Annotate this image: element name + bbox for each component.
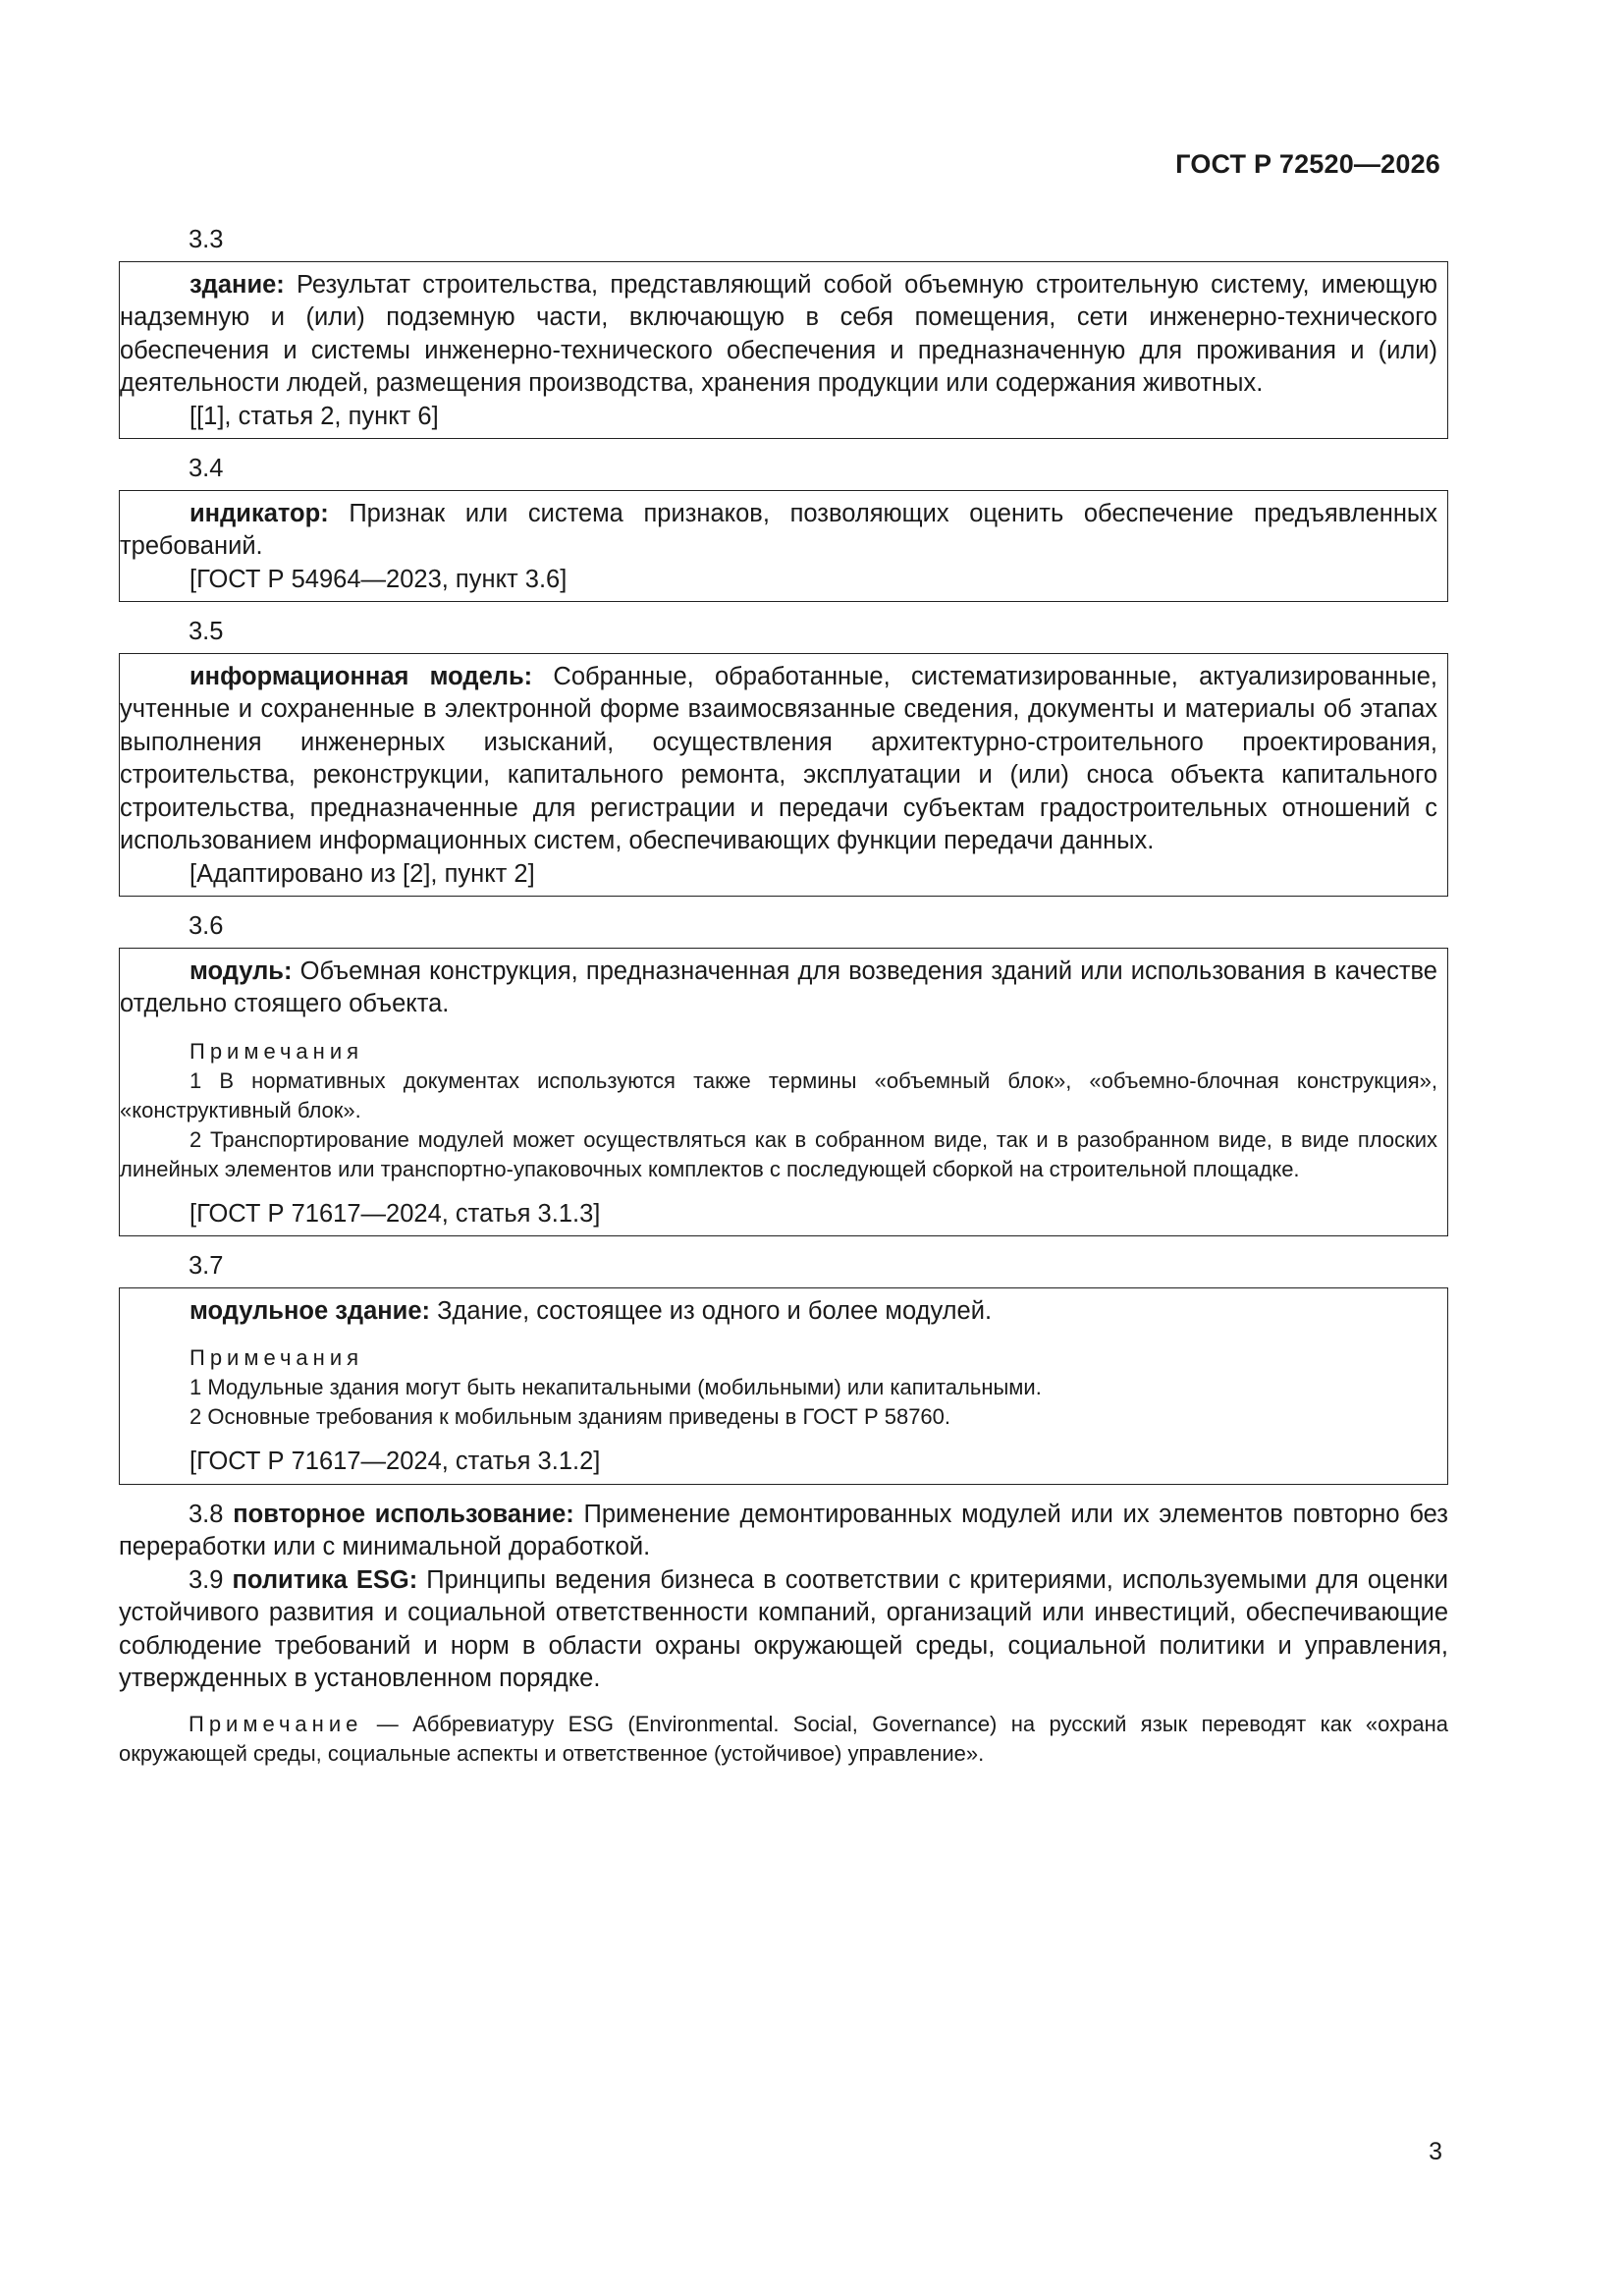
- note-label: Примечание: [189, 1711, 363, 1736]
- definition-text: Принципы ведения бизнеса в соответствии с критериями, используемыми для оценки устойчивого развития и социальной ответственности компаний, организаций или инвестиций, обеспечивающие соблюдение требований и норм в области охраны окружающей среды, социальной политики и управления, утвержденных в установленном порядке.: [119, 1565, 1448, 1692]
- term-definition: [120, 498, 1437, 564]
- term-box-modular-building: [119, 1287, 1448, 1485]
- term-number: 3.9: [189, 1565, 224, 1594]
- term-definition: [120, 661, 1437, 858]
- document-code: ГОСТ Р 72520—2026: [1175, 149, 1440, 179]
- term-number: 3.4: [189, 455, 224, 482]
- term-number: 3.3: [189, 226, 224, 253]
- term-box-information-model: [119, 653, 1448, 898]
- term-definition: [120, 269, 1437, 401]
- notes-title: Примечания: [189, 1345, 364, 1370]
- note-item: 2 Транспортирование модулей может осуществляться как в собранном виде, так и в разобранном виде, в виде плоских линейных элементов или транспортно-упаковочных комплектов с последующей сборкой на строительной площадке.: [120, 1126, 1437, 1181]
- term-box-building: [119, 261, 1448, 440]
- page-content: [119, 224, 1448, 1790]
- term-definition: [120, 956, 1437, 1021]
- esg-note: [119, 1710, 1448, 1769]
- note-text: — Аббревиатуру ESG (Environmental. Social, Governance) на русский язык переводят как «охрана окружающей среды, социальные аспекты и ответственное (устойчивое) управление».: [119, 1711, 1448, 1766]
- term-source: [ГОСТ Р 71617—2024, статья 3.1.2]: [189, 1448, 601, 1475]
- term-box-indicator: [119, 490, 1448, 603]
- term-box-module: [119, 948, 1448, 1237]
- note-item: 2 Основные требования к мобильным зданиям приведены в ГОСТ Р 58760.: [189, 1404, 951, 1429]
- term-definition: [120, 1295, 1437, 1329]
- term-name: повторное использование:: [233, 1500, 574, 1528]
- term-name: модуль:: [189, 957, 293, 985]
- term-name: индикатор:: [189, 499, 329, 527]
- term-number: 3.5: [189, 618, 224, 645]
- page-number: 3: [1429, 2138, 1442, 2165]
- term-source: [Адаптировано из [2], пункт 2]: [189, 859, 535, 888]
- term-number: 3.7: [189, 1252, 224, 1280]
- term-source: [ГОСТ Р 54964—2023, пункт 3.6]: [189, 565, 568, 593]
- definition-text: Здание, состоящее из одного и более модулей.: [430, 1296, 993, 1325]
- term-reuse: [119, 1499, 1448, 1564]
- term-source: [[1], статья 2, пункт 6]: [189, 402, 439, 430]
- notes-title: Примечания: [189, 1038, 364, 1064]
- note-item: 1 В нормативных документах используются также термины «объемный блок», «объемно-блочная конструкция», «конструктивный блок».: [120, 1067, 1437, 1122]
- definition-text: Признак или система признаков, позволяющих оценить обеспечение предъявленных требований.: [120, 499, 1437, 560]
- term-number: 3.8: [189, 1500, 224, 1528]
- term-name: политика ESG:: [232, 1565, 418, 1594]
- definition-text: Результат строительства, представляющий собой объемную строительную систему, имеющую надземную и (или) подземную части, включающую в себя помещения, сети инженерно-технического обеспечения и системы инженерно-технического обеспечения и предназначенную для проживания и (или) деятельности людей, размещения производства, хранения продукции или содержания животных.: [120, 270, 1437, 397]
- definition-text: Собранные, обработанные, систематизированные, актуализированные, учтенные и сохраненные в электронной форме взаимосвязанные сведения, документы и материалы об этапах выполнения инженерных изысканий, осуществления архитектурно-строительного проектирования, строительства, реконструкции, капитального ремонта, эксплуатации и (или) сноса объекта капитального строительства, предназначенные для регистрации и передачи субъектам градостроительных отношений с использованием информационных систем, обеспечивающих функции передачи данных.: [120, 662, 1437, 854]
- note-item: 1 Модульные здания могут быть некапитальными (мобильными) или капитальными.: [189, 1375, 1042, 1399]
- definition-text: Объемная конструкция, предназначенная для возведения зданий или использования в качестве отдельно стоящего объекта.: [120, 957, 1437, 1017]
- term-name: информационная модель:: [189, 662, 533, 690]
- definition-text: Применение демонтированных модулей или их элементов повторно без переработки или с минимальной доработкой.: [119, 1500, 1448, 1560]
- term-source: [ГОСТ Р 71617—2024, статья 3.1.3]: [189, 1199, 601, 1228]
- term-esg-policy: [119, 1564, 1448, 1696]
- term-name: модульное здание:: [189, 1296, 431, 1325]
- term-name: здание:: [189, 270, 285, 299]
- term-number: 3.6: [189, 912, 224, 940]
